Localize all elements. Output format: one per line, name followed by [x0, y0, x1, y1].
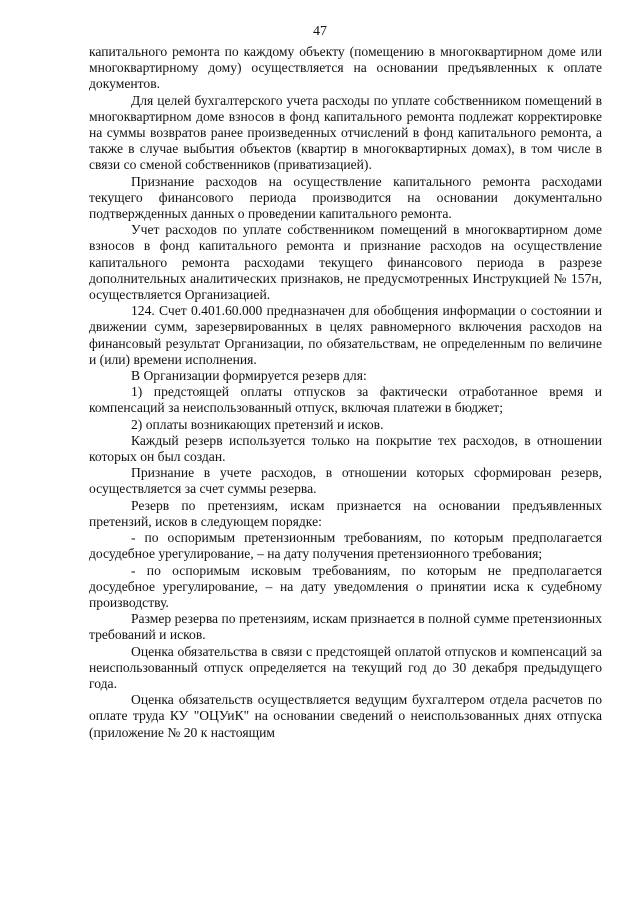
paragraph-expense-recognition: Признание расходов на осуществление капитального ремонта расходами текущего финансового периода производится на основании документально подтвержденных данных о проведении капитального ремонта. [89, 173, 602, 222]
paragraph-accounting-adjustments: Для целей бухгалтерского учета расходы по уплате собственником помещений в многоквартирном доме взносов в фонд капитального ремонта подлежат корректировке на суммы возвратов ранее произведенных отчислений в фонд капитального ремонта, а также в случае выбытия объектов (квартир в многоквартирных домах), в том числе в связи со сменой собственников (приватизацией). [89, 92, 602, 173]
list-item-pretrial-claims: - по оспоримым претензионным требованиям, по которым предполагается досудебное урегулирование, – на дату получения претензионного требования; [89, 530, 602, 562]
list-item-vacation-reserve: 1) предстоящей оплаты отпусков за фактически отработанное время и компенсаций за неиспользованный отпуск, включая платежи в бюджет; [89, 384, 602, 416]
paragraph-claims-reserve-size: Размер резерва по претензиям, искам признается в полной сумме претензионных требований и исков. [89, 611, 602, 643]
paragraph-analytical-accounting: Учет расходов по уплате собственником помещений в многоквартирном доме взносов в фонд капитального ремонта и признание расходов на осуществление капитального ремонта расходами текущего финансового периода в разрезе дополнительных аналитических признаков, не предусмотренных Инструкцией № 157н, осуществляется Организацией. [89, 222, 602, 303]
paragraph-reserve-intro: В Организации формируется резерв для: [131, 368, 367, 384]
paragraph-claims-procedure: Резерв по претензиям, искам признается на основании предъявленных претензий, исков в следующем порядке: [89, 497, 602, 529]
paragraph-reserve-usage: Каждый резерв используется только на покрытие тех расходов, в отношении которых он был создан. [89, 432, 602, 465]
paragraph-continuation: капитального ремонта по каждому объекту (помещению в многоквартирном доме или многоквартирному дому) осуществляется на основании предъявленных к оплате документов. [89, 44, 602, 92]
paragraph-obligation-assessment: Оценка обязательств осуществляется ведущим бухгалтером отдела расчетов по оплате труда КУ "ОЦУиК" на основании сведений о неиспользованных днях отпуска (приложение № 20 к настоящим [89, 692, 602, 740]
page-number: 47 [313, 24, 327, 39]
paragraph-reserve-recognition: Признание в учете расходов, в отношении которых сформирован резерв, осуществляется за счет суммы резерва. [89, 465, 602, 497]
paragraph-vacation-obligation: Оценка обязательства в связи с предстоящей оплатой отпусков и компенсаций за неиспользованный отпуск определяется на текущий год до 30 декабря предыдущего года. [89, 643, 602, 691]
list-item-lawsuit-claims: - по оспоримым исковым требованиям, по которым не предполагается досудебное урегулирование, – на дату уведомления о принятии иска к судебному производству. [89, 562, 602, 610]
paragraph-account-124: 124. Счет 0.401.60.000 предназначен для обобщения информации о состоянии и движении сумм, зарезервированных в целях равномерного включения расходов на финансовый результат Организации, по обязательствам, не определенным по величине и (или) времени исполнения. [89, 303, 602, 367]
document-body [89, 44, 602, 741]
list-item-claims-reserve: 2) оплаты возникающих претензий и исков. [131, 416, 384, 432]
